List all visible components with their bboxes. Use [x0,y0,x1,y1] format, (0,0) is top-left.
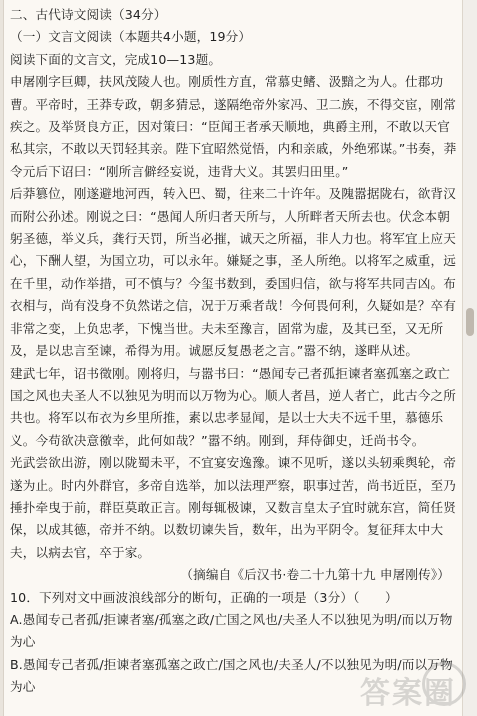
watermark-logo [360,654,470,710]
question-stem: 10．下列对文中画波浪线部分的断句，正确的一项是（3分）（ ） [10,589,398,605]
document-body [10,4,458,699]
question-option-b: B.愚闻专己者孤/拒谏者塞孤塞之政亡/国之风也/夫圣人/不以独见为明/而以万物为心 [10,656,453,695]
watermark-circle-icon [422,662,466,706]
watermark-text: 答案圈 [360,676,456,711]
scrollbar-thumb[interactable] [466,308,474,336]
instruction-line: 阅读下面的文言文，完成10—13题。 [10,51,222,67]
question-option-a: A.愚闻专己者孤/拒谏者塞/孤塞之政/亡国之风也/夫圣人不以独见为明/而以万物为心 [10,611,453,650]
passage-paragraph-4: 光武尝欲出游，刚以陇蜀未平，不宜宴安逸豫。谏不见听，遂以头轫乘舆轮，帝遂为止。时内外群官，多帝自选举，加以法理严察，职事过苦，尚书近臣，至乃捶扑牵曳于前，群臣莫敢正言。刚每辄极谏，又数言皇太子宜时就东宫，简任贤保，以成其德，帝并不纳。以数切谏失旨，数年，出为平阴令。复征拜太中大夫，以病去官，卒于家。 [10,455,457,560]
source-citation: （摘编自《后汉书·卷二十九第十九 申屠刚传》） [180,567,450,583]
passage-paragraph-3: 建武七年，诏书徵刚。刚将归，与嚣书曰：“愚闻专己者孤拒谏者塞孤塞之政亡国之风也夫圣人不以独见为明而以万物为心。顺人者昌，逆人者亡，此古今之所共也。将军以布衣为乡里所推，素以忠孝显闻，是以士大夫不远千里，慕德乐义。今苟欲决意徼幸，此何如哉？”嚣不纳。刚到，拜侍御史，迁尚书令。 [10,365,457,448]
subsection-heading: （一）文言文阅读（本题共4小题，19分） [10,29,252,45]
passage-paragraph-1: 申屠刚字巨卿，扶风茂陵人也。刚质性方直，常慕史鳍、汲黯之为人。仕郡功曹。平帝时，王莽专政，朝多猜忌，遂隔绝帝外家冯、卫二族，不得交宦，刚常疾之。及举贤良方正，因对策曰：“臣闻王者承天顺地，典爵主刑，不敢以天官私其宗，不敢以天罚轻其亲。陛下宜昭然觉悟，内和亲戚，外绝邪谋。”书奏，莽令元后下诏曰：“刚所言僻经妄说，违背大义。其罢归田里。” [10,74,457,179]
passage-paragraph-2: 后莽篡位，刚遂避地河西，转入巴、蜀，往来二十许年。及隗嚣据陇右，欲背汉而附公孙述。刚说之曰：“愚闻人所归者天所与，人所畔者天所去也。伏念本朝躬圣德，举义兵，龚行天罚，所当必摧，诚天之所福，非人力也。将军宜上应天心，下酬人望，为国立功，可以永年。嫌疑之事，圣人所绝。以将军之威重，远在千里，动作举措，可不慎与？今玺书数到，委国归信，欲与将军共同吉凶。布衣相与，尚有没身不负然诺之信，况于万乘者哉！今何畏何利，久疑如是？卒有非常之变，上负忠孝，下愧当世。夫未至豫言，固常为虚，及其已至，又无所及，是以忠言至谏，希得为用。诚愿反复愚老之言。”嚣不纳，遂畔从述。 [10,186,457,359]
vertical-scrollbar[interactable] [462,0,477,716]
section-heading: 二、古代诗文阅读（34分） [10,7,167,22]
document-page [3,0,464,716]
